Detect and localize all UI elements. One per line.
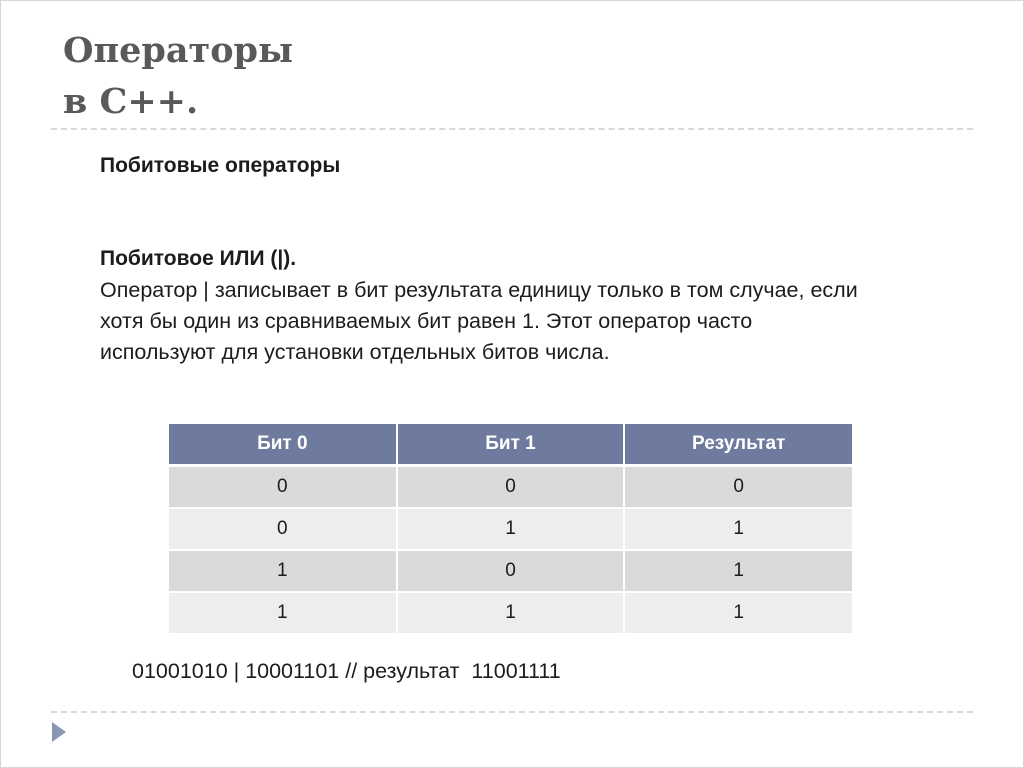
table-cell: 1 — [169, 550, 397, 592]
code-example: 01001010 | 10001101 // результат 11001111 — [132, 659, 561, 683]
slide-title — [63, 25, 293, 127]
table-cell: 1 — [624, 592, 852, 634]
truth-table — [169, 424, 852, 635]
triangle-right-icon[interactable] — [52, 722, 66, 742]
table-row — [169, 466, 852, 509]
section-subtitle: Побитовые операторы — [100, 154, 341, 177]
operator-heading: Побитовое ИЛИ (|). — [100, 247, 297, 270]
table-row — [169, 508, 852, 550]
top-divider — [51, 128, 973, 130]
table-cell: 1 — [169, 592, 397, 634]
table-cell: 0 — [169, 508, 397, 550]
table-cell: 1 — [624, 508, 852, 550]
table-cell: 0 — [169, 466, 397, 509]
operator-description: Оператор | записывает в бит результата единицу только в том случае, если хотя бы один из сравниваемых бит равен 1. Этот оператор часто используют для установки отдельных битов числа. — [100, 278, 858, 364]
table-row — [169, 550, 852, 592]
table-cell: 0 — [397, 550, 625, 592]
table-cell: 1 — [624, 550, 852, 592]
slide-content — [100, 151, 890, 364]
table-header-row — [169, 424, 852, 466]
bottom-divider — [51, 711, 973, 713]
slide-title-line1: Операторы — [63, 30, 294, 71]
table-header-cell: Бит 0 — [169, 424, 397, 466]
table-cell: 0 — [397, 466, 625, 509]
table-cell: 1 — [397, 592, 625, 634]
table-cell: 1 — [397, 508, 625, 550]
slide-title-line2: в С++. — [63, 81, 199, 122]
table-header-cell: Бит 1 — [397, 424, 625, 466]
table-row — [169, 592, 852, 634]
table-header-cell: Результат — [624, 424, 852, 466]
table-cell: 0 — [624, 466, 852, 509]
